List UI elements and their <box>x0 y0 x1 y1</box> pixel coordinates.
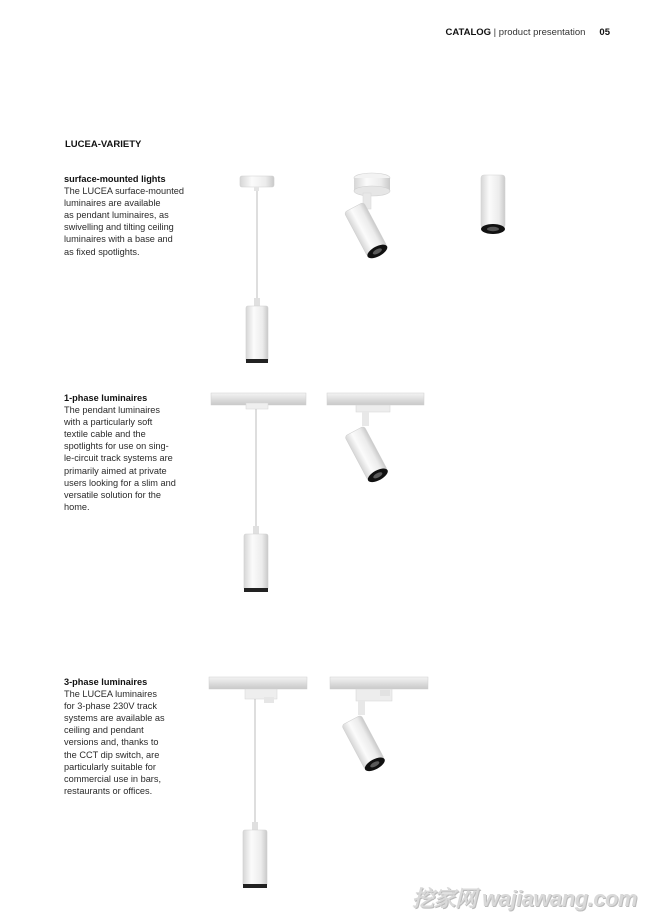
watermark: 挖家网 wajiawang.com <box>412 886 637 911</box>
header-subtitle: product presentation <box>498 27 586 38</box>
1-phase-pendant-luminaire <box>211 393 306 592</box>
fixed-spotlight-luminaire <box>481 175 505 234</box>
header-separator: | <box>491 27 499 38</box>
header-catalog: CATALOG <box>445 27 492 38</box>
block-heading: 3-phase luminaires <box>64 677 148 687</box>
page-number: 05 <box>599 27 610 38</box>
surface-pendant-luminaire <box>240 176 274 363</box>
block-heading: 1-phase luminaires <box>64 393 148 403</box>
section-title: LUCEA-VARIETY <box>65 139 142 150</box>
block-heading: surface-mounted lights <box>64 174 166 184</box>
3-phase-spotlight-luminaire <box>330 677 428 774</box>
block-body: The pendant luminaires with a particularly soft textile cable and the spotlights for use on sing- le-circuit track systems are primarily aimed at private users looking for a slim and versatile solution for the home. <box>64 405 176 512</box>
3-phase-pendant-luminaire <box>209 677 307 888</box>
1-phase-spotlight-luminaire <box>327 393 424 485</box>
block-body: The LUCEA luminaires for 3-phase 230V track systems are available as ceiling and pendant versions and, thanks to the CCT dip switch, are particularly suitable for commercial use in bars, restaurants or offices. <box>64 689 165 796</box>
surface-spotlight-luminaire <box>344 173 390 261</box>
block-body: The LUCEA surface-mounted luminaires are available as pendant luminaires, as swivelling and tilting ceiling luminaires with a base and as fixed spotlights. <box>64 186 185 257</box>
